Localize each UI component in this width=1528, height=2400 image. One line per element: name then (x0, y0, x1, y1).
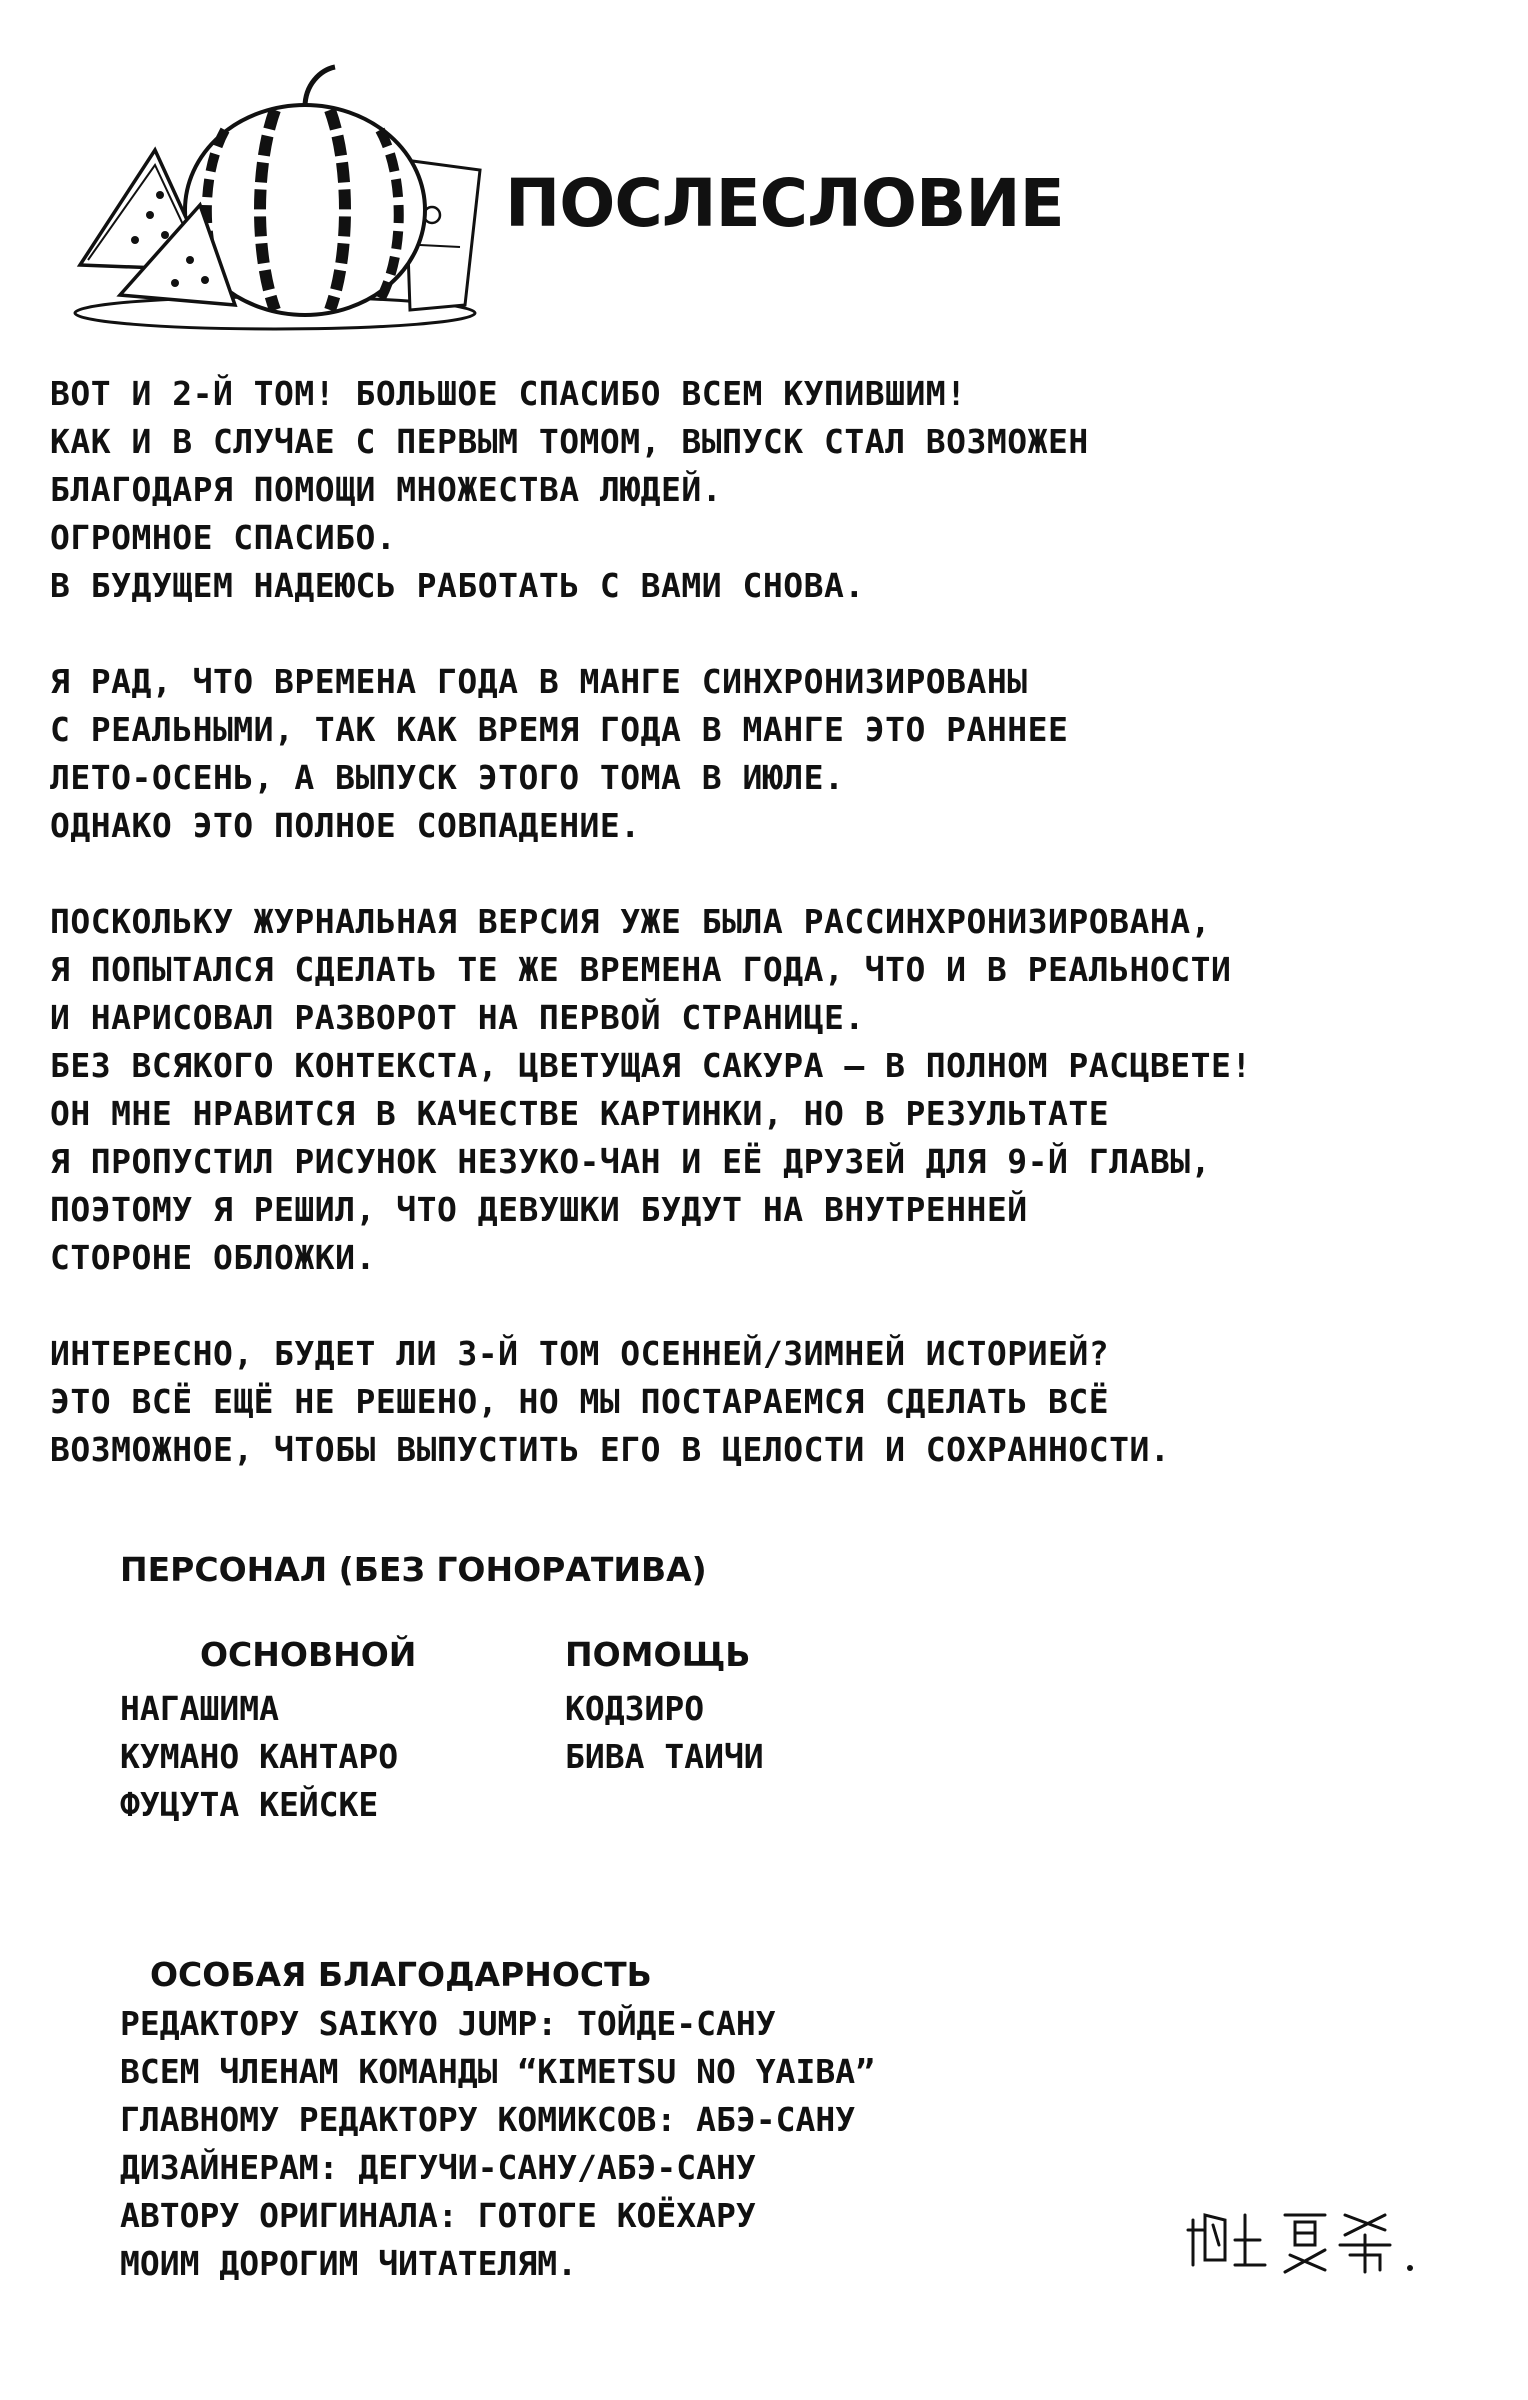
list-item: РЕДАКТОРУ SAIKYO JUMP: ТОЙДЕ-САНУ (120, 2004, 776, 2043)
list-item: НАГАШИМА (120, 1689, 279, 1728)
paragraph (50, 1330, 1490, 1474)
staff-help-list (565, 1685, 764, 1781)
text-line: В БУДУЩЕМ НАДЕЮСЬ РАБОТАТЬ С ВАМИ СНОВА. (50, 566, 865, 605)
text-line: Я РАД, ЧТО ВРЕМЕНА ГОДА В МАНГЕ СИНХРОНИЗИРОВАНЫ (50, 662, 1028, 701)
list-item: БИВА ТАИЧИ (565, 1737, 764, 1776)
text-line: ИНТЕРЕСНО, БУДЕТ ЛИ 3-Й ТОМ ОСЕННЕЙ/ЗИМНЕЙ ИСТОРИЕЙ? (50, 1334, 1110, 1373)
list-item: ГЛАВНОМУ РЕДАКТОРУ КОМИКСОВ: АБЭ-САНУ (120, 2100, 856, 2139)
thanks-list (120, 2000, 875, 2288)
text-line: БЕЗ ВСЯКОГО КОНТЕКСТА, ЦВЕТУЩАЯ САКУРА – В ПОЛНОМ РАСЦВЕТЕ! (50, 1046, 1252, 1085)
text-line: И НАРИСОВАЛ РАЗВОРОТ НА ПЕРВОЙ СТРАНИЦЕ. (50, 998, 865, 1037)
text-line: ОДНАКО ЭТО ПОЛНОЕ СОВПАДЕНИЕ. (50, 806, 641, 845)
list-item: АВТОРУ ОРИГИНАЛА: ГОТОГЕ КОЁХАРУ (120, 2196, 756, 2235)
text-line: Я ПРОПУСТИЛ РИСУНОК НЕЗУКО-ЧАН И ЕЁ ДРУЗЕЙ ДЛЯ 9-Й ГЛАВЫ, (50, 1142, 1211, 1181)
text-line: ВОЗМОЖНОЕ, ЧТОБЫ ВЫПУСТИТЬ ЕГО В ЦЕЛОСТИ И СОХРАННОСТИ. (50, 1430, 1171, 1469)
text-line: СТОРОНЕ ОБЛОЖКИ. (50, 1238, 376, 1277)
list-item: КУМАНО КАНТАРО (120, 1737, 399, 1776)
staff-heading: ПЕРСОНАЛ (БЕЗ ГОНОРАТИВА) (120, 1550, 707, 1589)
text-line: Я ПОПЫТАЛСЯ СДЕЛАТЬ ТЕ ЖЕ ВРЕМЕНА ГОДА, ЧТО И В РЕАЛЬНОСТИ (50, 950, 1232, 989)
list-item: МОИМ ДОРОГИМ ЧИТАТЕЛЯМ. (120, 2244, 577, 2283)
author-signature (1185, 2200, 1425, 2280)
afterword-body (50, 370, 1490, 1522)
text-line: ВОТ И 2-Й ТОМ! БОЛЬШОЕ СПАСИБО ВСЕМ КУПИВШИМ! (50, 374, 967, 413)
text-line: ПОСКОЛЬКУ ЖУРНАЛЬНАЯ ВЕРСИЯ УЖЕ БЫЛА РАССИНХРОНИЗИРОВАНА, (50, 902, 1211, 941)
text-line: ЛЕТО-ОСЕНЬ, А ВЫПУСК ЭТОГО ТОМА В ИЮЛЕ. (50, 758, 845, 797)
text-line: ЭТО ВСЁ ЕЩЁ НЕ РЕШЕНО, НО МЫ ПОСТАРАЕМСЯ СДЕЛАТЬ ВСЁ (50, 1382, 1110, 1421)
thanks-heading: ОСОБАЯ БЛАГОДАРНОСТЬ (150, 1955, 652, 1994)
text-line: С РЕАЛЬНЫМИ, ТАК КАК ВРЕМЯ ГОДА В МАНГЕ ЭТО РАННЕЕ (50, 710, 1069, 749)
paragraph (50, 658, 1490, 850)
staff-help-heading: ПОМОЩЬ (565, 1635, 751, 1674)
text-line: БЛАГОДАРЯ ПОМОЩИ МНОЖЕСТВА ЛЮДЕЙ. (50, 470, 723, 509)
staff-main-list (120, 1685, 398, 1829)
text-line: ОН МНЕ НРАВИТСЯ В КАЧЕСТВЕ КАРТИНКИ, НО В РЕЗУЛЬТАТЕ (50, 1094, 1110, 1133)
watermelon-illustration-icon (60, 55, 490, 335)
list-item: ФУЦУТА КЕЙСКЕ (120, 1785, 379, 1824)
paragraph (50, 898, 1490, 1282)
text-line: ПОЭТОМУ Я РЕШИЛ, ЧТО ДЕВУШКИ БУДУТ НА ВНУТРЕННЕЙ (50, 1190, 1028, 1229)
list-item: ВСЕМ ЧЛЕНАМ КОМАНДЫ “KIMETSU NO YAIBA” (120, 2052, 875, 2091)
list-item: ДИЗАЙНЕРАМ: ДЕГУЧИ-САНУ/АБЭ-САНУ (120, 2148, 756, 2187)
list-item: КОДЗИРО (565, 1689, 705, 1728)
text-line: ОГРОМНОЕ СПАСИБО. (50, 518, 397, 557)
paragraph (50, 370, 1490, 610)
page-title: ПОСЛЕСЛОВИЕ (505, 165, 1064, 242)
staff-main-heading: ОСНОВНОЙ (200, 1635, 417, 1674)
text-line: КАК И В СЛУЧАЕ С ПЕРВЫМ ТОМОМ, ВЫПУСК СТАЛ ВОЗМОЖЕН (50, 422, 1089, 461)
